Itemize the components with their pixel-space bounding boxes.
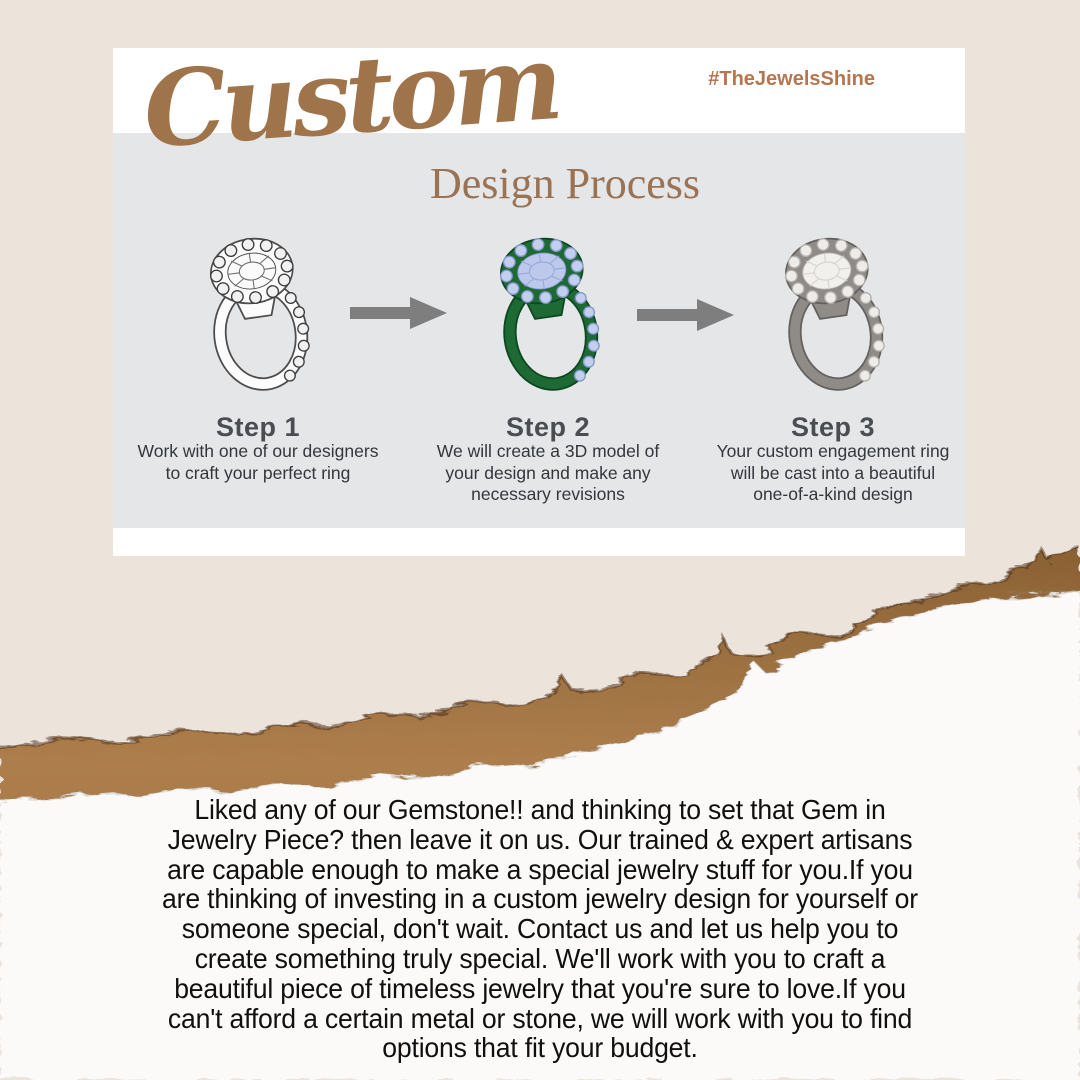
step-3-title: Step 3 [790, 412, 876, 442]
step-3-description-line: one-of-a-kind design [753, 484, 913, 504]
body-line: Liked any of our Gemstone!! and thinking to set that Gem in [194, 794, 886, 825]
step-1-title: Step 1 [215, 412, 301, 442]
step-column-2 [408, 226, 688, 506]
arrow-right-icon [637, 296, 737, 334]
body-line: are thinking of investing in a custom jewelry design for yourself or [162, 883, 918, 915]
cast-metal-ring-illustration [766, 226, 900, 400]
step-2-description-line: necessary revisions [471, 484, 625, 504]
step-3-description-line: will be cast into a beautiful [730, 462, 936, 483]
step-1-description-line: to craft your perfect ring [165, 462, 351, 483]
body-line: Jewelry Piece? then leave it on us. Our trained & expert artisans [167, 823, 913, 855]
hashtag-label: #TheJewelsShine [708, 68, 875, 90]
cad-model-ring-illustration [481, 226, 615, 400]
body-paragraph [0, 795, 1080, 1063]
step-column-3 [693, 226, 973, 506]
step-3-description-line: Your custom engagement ring [716, 441, 950, 461]
body-line: beautiful piece of timeless jewelry that you're sure to love.If you [174, 972, 906, 1004]
sketch-ring-illustration [191, 226, 325, 400]
process-card [113, 20, 965, 556]
body-line: options that fit your budget. [382, 1032, 698, 1064]
arrow-right-icon [350, 294, 450, 332]
step-2-description-line: We will create a 3D model of [436, 441, 660, 461]
body-line: are capable enough to make a special jewelry stuff for you.If you [167, 853, 913, 885]
step-2-description-line: your design and make any [445, 462, 651, 483]
step-2-title: Step 2 [505, 412, 591, 442]
step-1-description-line: Work with one of our designers [137, 441, 379, 461]
design-process-subtitle: Design Process [429, 159, 701, 208]
body-line: someone special, don't wait. Contact us and let us help you to [181, 913, 899, 945]
step-column-1 [118, 226, 398, 484]
body-line: create something truly special. We'll work with you to craft a [194, 942, 886, 974]
body-line: can't afford a certain metal or stone, we will work with you to find [167, 1002, 913, 1034]
custom-script-title: Custom [139, 20, 562, 172]
